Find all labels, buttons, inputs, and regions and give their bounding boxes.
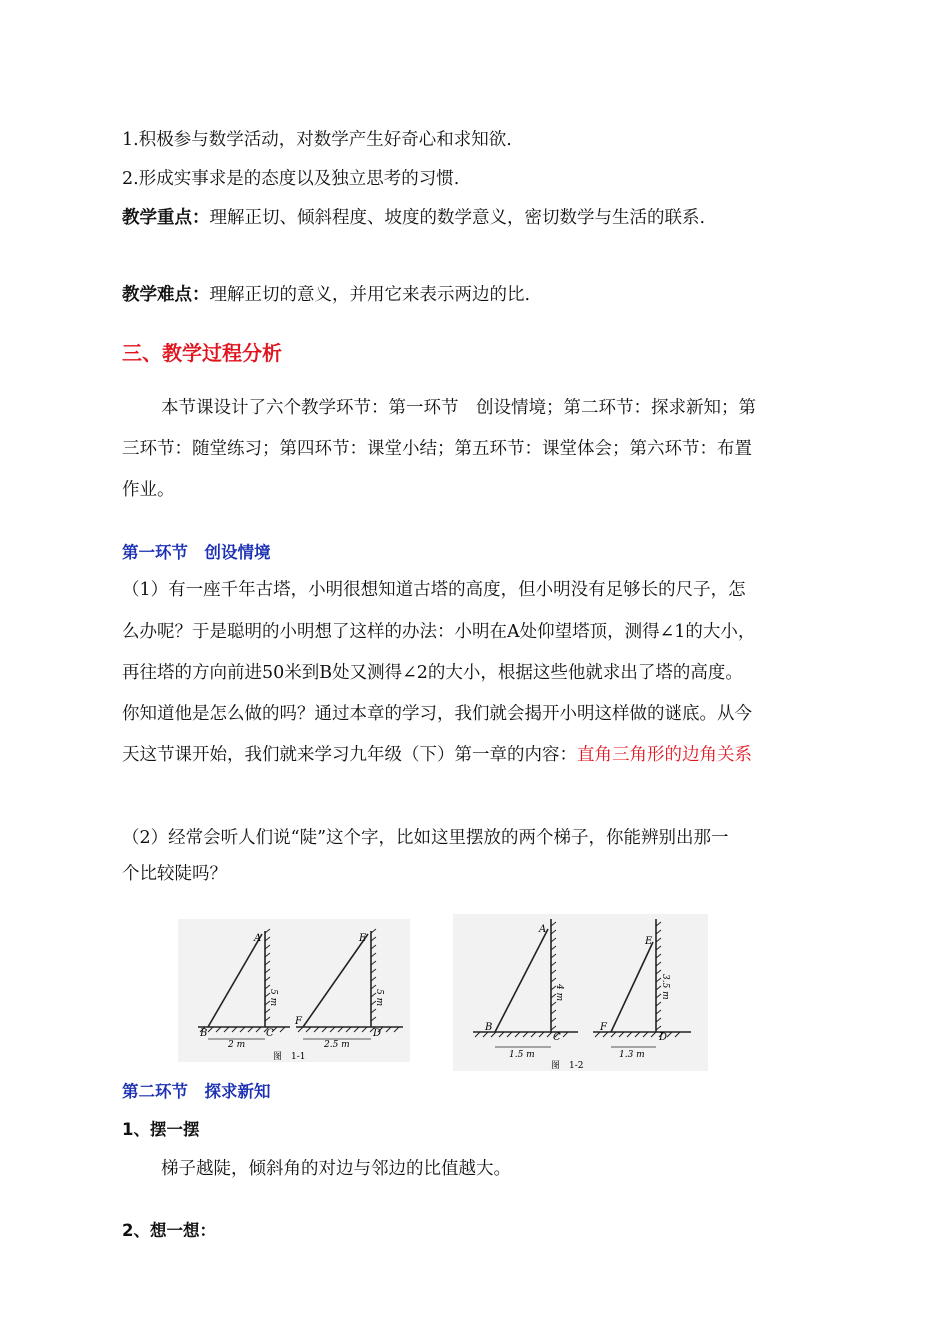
- section3-intro-1: 本节课设计了六个教学环节：第一环节 创设情境；第二环节：探求新知；第: [161, 398, 756, 418]
- fig2-left-height-label: 4 m: [554, 984, 564, 1002]
- fig1-left-top-label: A: [254, 933, 262, 944]
- section3-intro-2: 三环节：随堂练习；第四环节：课堂小结；第五环节：课堂体会；第六环节：布置: [122, 439, 752, 459]
- part1-para1-line5: [122, 744, 752, 766]
- chapter-title-highlight: 直角三角形的边角关系: [577, 745, 752, 765]
- difficulty: [122, 284, 530, 306]
- objective-1: 1.积极参与数学活动，对数学产生好奇心和求知欲.: [122, 130, 512, 150]
- part2-sub1-text: 梯子越陡，倾斜角的对边与邻边的比值越大。: [161, 1159, 511, 1179]
- figure-1-1: [178, 919, 410, 1062]
- part1-para1-line3: 再往塔的方向前进50米到B处又测得∠2的大小，根据这些他就求出了塔的高度。: [122, 663, 743, 683]
- part1-para1-line1: （1）有一座千年古塔，小明很想知道古塔的高度，但小明没有足够长的尺子，怎: [122, 580, 746, 600]
- fig2-right-top-label: E: [645, 936, 653, 947]
- fig1-right-right-label: D: [373, 1028, 382, 1039]
- fig2-left-right-label: C: [553, 1032, 561, 1043]
- figure-1-2: [453, 914, 708, 1071]
- fig2-right-left-label: F: [600, 1022, 607, 1033]
- section3-heading: 三、教学过程分析: [122, 341, 282, 365]
- section3-intro-3: 作业。: [122, 480, 175, 500]
- part1-heading: 第一环节 创设情境: [122, 543, 271, 562]
- difficulty-text: 理解正切的意义，并用它来表示两边的比.: [209, 285, 531, 305]
- part2-sub2: 2、想一想：: [122, 1221, 216, 1240]
- key-point: [122, 207, 705, 229]
- fig1-caption: 图 1-1: [273, 1052, 306, 1062]
- part1-para2-line1: （2）经常会听人们说“陡”这个字，比如这里摆放的两个梯子，你能辨别出那一: [122, 828, 729, 848]
- fig1-left-height-label: 5 m: [268, 989, 278, 1007]
- fig1-left-left-label: B: [200, 1028, 208, 1039]
- part1-para1-line4: 你知道他是怎么做的吗？通过本章的学习，我们就会揭开小明这样做的谜底。从今: [122, 704, 752, 724]
- fig2-left-base-label: 1.5 m: [509, 1050, 535, 1060]
- part2-sub1: 1、摆一摆: [122, 1120, 200, 1139]
- objective-2: 2.形成实事求是的态度以及独立思考的习惯.: [122, 169, 460, 189]
- fig1-left-base-label: 2 m: [228, 1040, 246, 1050]
- part2-heading: 第二环节 探求新知: [122, 1082, 271, 1101]
- fig2-right-height-label: 3.5 m: [660, 974, 670, 1000]
- fig1-left-right-label: C: [266, 1028, 274, 1039]
- fig1-right-base-label: 2.5 m: [324, 1040, 350, 1050]
- part1-para1-last: 天这节课开始，我们就来学习九年级（下）第一章的内容：: [122, 745, 577, 765]
- fig2-left-top-label: A: [539, 924, 547, 935]
- fig2-right-right-label: D: [659, 1032, 668, 1043]
- part1-para1-line2: 么办呢？于是聪明的小明想了这样的办法：小明在A处仰望塔顶，测得∠1的大小，: [122, 622, 756, 642]
- fig1-right-left-label: F: [295, 1016, 302, 1027]
- difficulty-label: 教学难点：: [122, 285, 210, 305]
- key-point-label: 教学重点：: [122, 208, 210, 228]
- fig2-caption: 图 1-2: [551, 1061, 584, 1071]
- fig1-right-top-label: E: [359, 933, 367, 944]
- part1-para2-line2: 个比较陡吗？: [122, 864, 227, 884]
- fig2-left-left-label: B: [485, 1022, 493, 1033]
- fig1-right-height-label: 5 m: [374, 989, 384, 1007]
- key-point-text: 理解正切、倾斜程度、坡度的数学意义，密切数学与生活的联系.: [209, 208, 706, 228]
- fig2-right-base-label: 1.3 m: [619, 1050, 645, 1060]
